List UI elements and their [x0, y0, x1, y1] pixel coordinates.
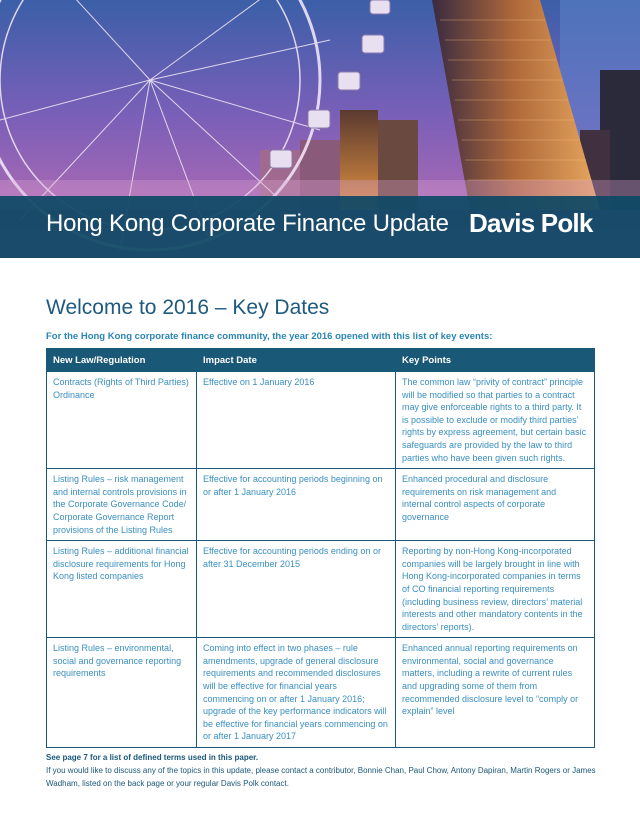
cell-impact-date: Effective for accounting periods ending on or after 31 December 2015	[197, 541, 396, 638]
cell-law: Listing Rules – additional financial disclosure requirements for Hong Kong listed companies	[47, 541, 197, 638]
cell-law: Listing Rules – risk management and internal controls provisions in the Corporate Governance Code/ Corporate Governance Report provisions of the Listing Rules	[47, 469, 197, 541]
table-row	[47, 469, 595, 541]
column-header-impact-date: Impact Date	[197, 349, 396, 372]
table-header-row	[47, 349, 595, 372]
table-row	[47, 372, 595, 469]
key-dates-table	[46, 348, 595, 748]
document-title: Hong Kong Corporate Finance Update	[46, 210, 449, 237]
cell-impact-date: Effective for accounting periods beginning on or after 1 January 2016	[197, 469, 396, 541]
cell-law: Contracts (Rights of Third Parties) Ordinance	[47, 372, 197, 469]
cell-key-points: Enhanced procedural and disclosure requirements on risk management and internal control aspects of corporate governance	[396, 469, 595, 541]
section-title: Welcome to 2016 – Key Dates	[46, 296, 330, 319]
defined-terms-note: See page 7 for a list of defined terms used in this paper.	[46, 753, 259, 762]
cell-impact-date: Effective on 1 January 2016	[197, 372, 396, 469]
cell-key-points: The common law “privity of contract” principle will be modified so that parties to a contract may give enforceable rights to a third party. It is possible to exclude or modify third parties’ rights by express agreement, but certain basic safeguards are provided by the law to third parties who have been given such rights.	[396, 372, 595, 469]
title-banner	[0, 196, 640, 258]
cell-law: Listing Rules – environmental, social and governance reporting requirements	[47, 638, 197, 748]
column-header-key-points: Key Points	[396, 349, 595, 372]
cell-impact-date: Coming into effect in two phases – rule amendments, upgrade of general disclosure requirements and recommended disclosures will be effective for financial years commencing on or after 1 January 2016; upgrade of the key performance indicators will be effective for financial years commencing on or after 1 January 2017	[197, 638, 396, 748]
footer-notes	[46, 751, 606, 790]
column-header-law: New Law/Regulation	[47, 349, 197, 372]
contact-note: If you would like to discuss any of the topics in this update, please contact a contributor, Bonnie Chan, Paul Chow, Antony Dapiran, Martin Rogers or James Wadham, listed on the back page or your regular Davis Polk contact.	[46, 766, 596, 788]
intro-text: For the Hong Kong corporate finance community, the year 2016 opened with this list of key events:	[46, 331, 493, 342]
davis-polk-logo: Davis Polk	[469, 208, 593, 238]
cell-key-points: Reporting by non-Hong Kong-incorporated companies will be largely brought in line with Hong Kong-incorporated companies in terms of CO financial reporting requirements (including business review, directors’ material interests and other mandatory contents in the directors’ reports).	[396, 541, 595, 638]
table-row	[47, 541, 595, 638]
table-row	[47, 638, 595, 748]
cell-key-points: Enhanced annual reporting requirements on environmental, social and governance matters, including a rewrite of current rules and upgrading some of them from recommended disclosure level to “comply or explain” level	[396, 638, 595, 748]
